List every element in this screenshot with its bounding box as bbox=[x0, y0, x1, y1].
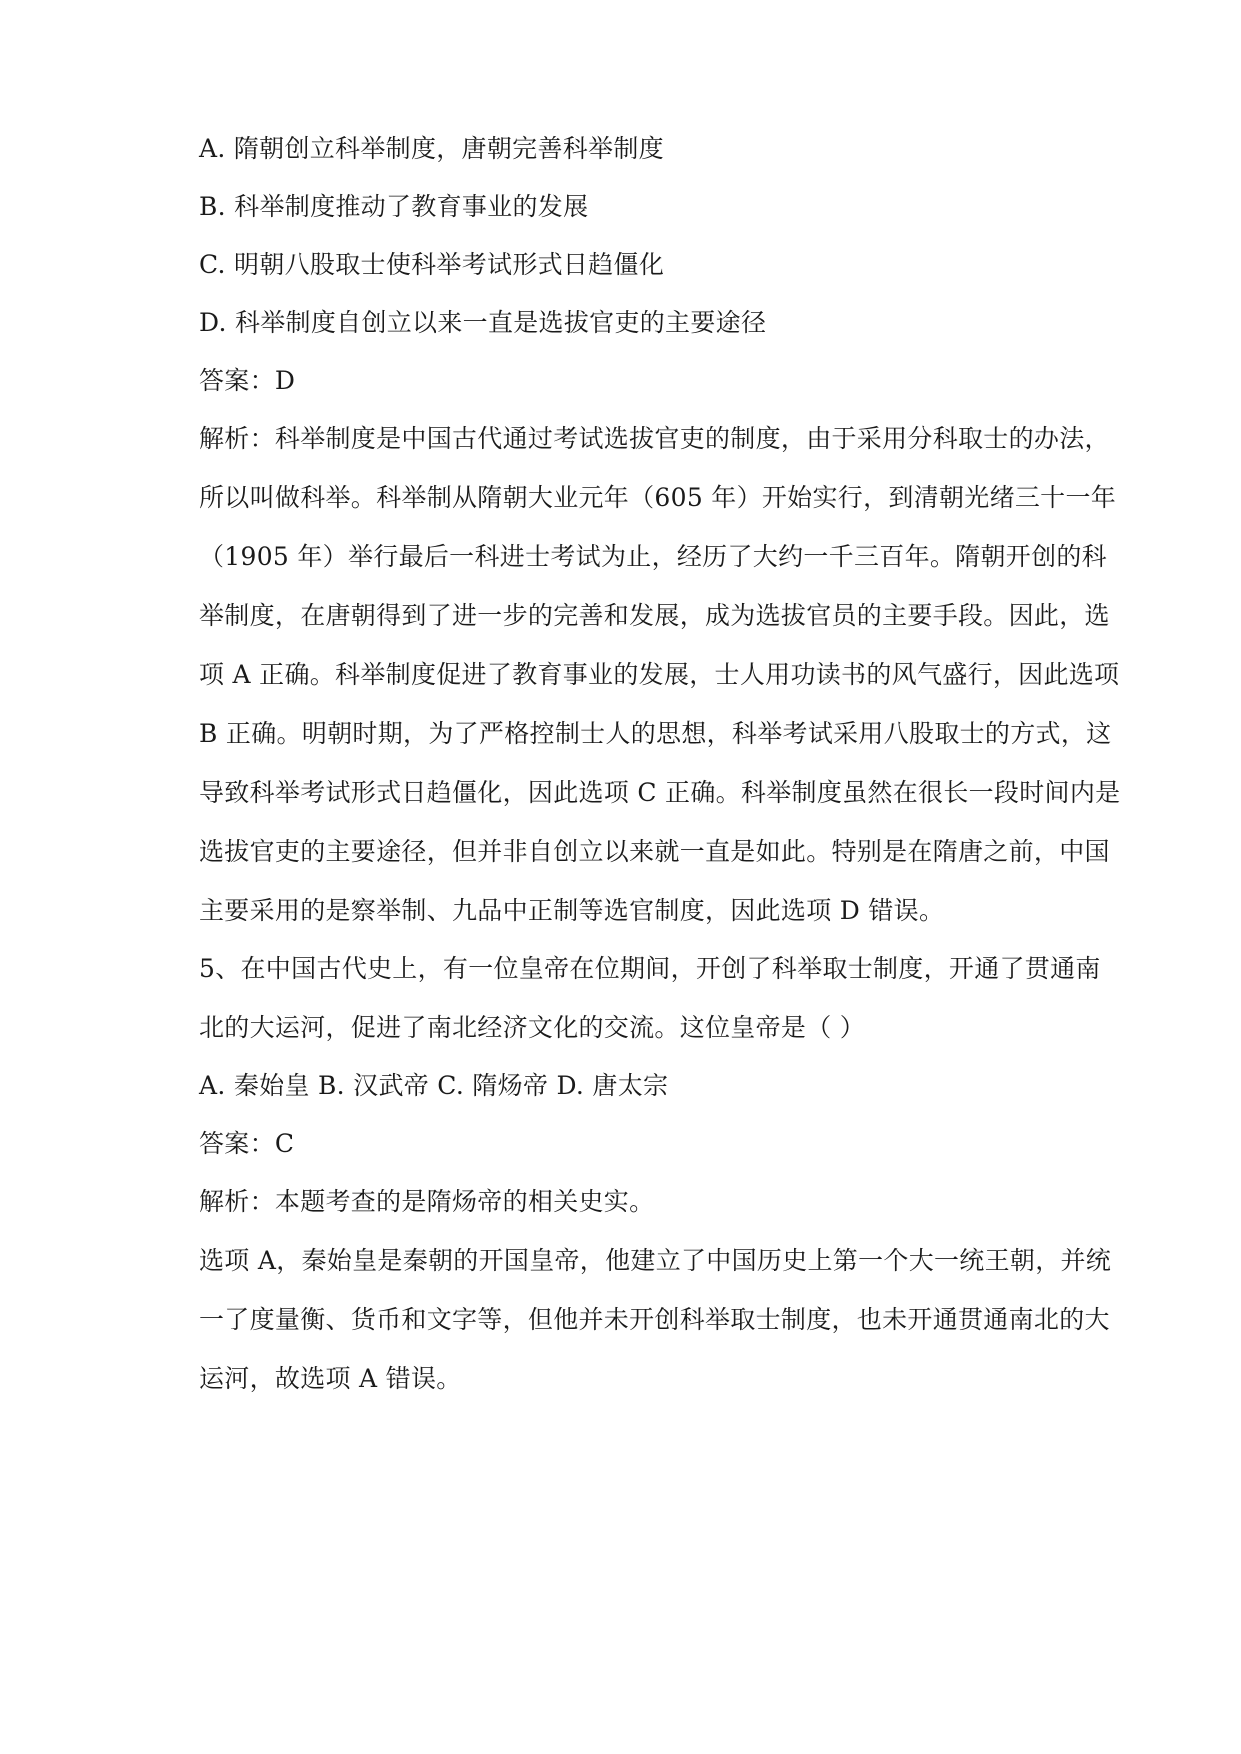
q4-option-c: C. 明朝八股取士使科举考试形式日趋僵化 bbox=[199, 250, 665, 279]
q4-analysis-line: 项 A 正确。科举制度促进了教育事业的发展，士人用功读书的风气盛行，因此选项 bbox=[199, 660, 1120, 689]
q4-answer: 答案：D bbox=[199, 366, 296, 395]
q4-option-a: A. 隋朝创立科举制度，唐朝完善科举制度 bbox=[199, 134, 664, 163]
q5-question-line: 5、在中国古代史上，有一位皇帝在位期间，开创了科举取士制度，开通了贯通南 bbox=[199, 954, 1101, 983]
q5-analysis-intro: 解析：本题考查的是隋炀帝的相关史实。 bbox=[199, 1187, 655, 1216]
q5-answer: 答案：C bbox=[199, 1129, 295, 1158]
q4-analysis-line: B 正确。明朝时期，为了严格控制士人的思想，科举考试采用八股取士的方式，这 bbox=[199, 719, 1112, 748]
q5-option-a-analysis-line: 选项 A，秦始皇是秦朝的开国皇帝，他建立了中国历史上第一个大一统王朝，并统 bbox=[199, 1246, 1112, 1275]
q4-analysis-line: 主要采用的是察举制、九品中正制等选官制度，因此选项 D 错误。 bbox=[199, 896, 945, 925]
q4-analysis-line: 选拔官吏的主要途径，但并非自创立以来就一直是如此。特别是在隋唐之前，中国 bbox=[199, 837, 1110, 866]
q5-option-a-analysis-line: 运河，故选项 A 错误。 bbox=[199, 1364, 462, 1393]
q4-analysis-line: 解析：科举制度是中国古代通过考试选拔官吏的制度，由于采用分科取士的办法， bbox=[199, 424, 1110, 453]
q4-analysis-line: （1905 年）举行最后一科进士考试为止，经历了大约一千三百年。隋朝开创的科 bbox=[199, 542, 1107, 571]
q5-question-line: 北的大运河，促进了南北经济文化的交流。这位皇帝是（ ） bbox=[199, 1013, 866, 1042]
q4-analysis-line: 举制度，在唐朝得到了进一步的完善和发展，成为选拔官员的主要手段。因此，选 bbox=[199, 601, 1110, 630]
q4-option-d: D. 科举制度自创立以来一直是选拔官吏的主要途径 bbox=[199, 308, 767, 337]
q5-option-a-analysis-line: 一了度量衡、货币和文字等，但他并未开创科举取士制度，也未开通贯通南北的大 bbox=[199, 1305, 1110, 1334]
q4-analysis-line: 导致科举考试形式日趋僵化，因此选项 C 正确。科举制度虽然在很长一段时间内是 bbox=[199, 778, 1121, 807]
q4-option-b: B. 科举制度推动了教育事业的发展 bbox=[199, 192, 589, 221]
q4-analysis-line: 所以叫做科举。科举制从隋朝大业元年（605 年）开始实行，到清朝光绪三十一年 bbox=[199, 483, 1117, 512]
q5-options: A. 秦始皇 B. 汉武帝 C. 隋炀帝 D. 唐太宗 bbox=[199, 1071, 669, 1100]
